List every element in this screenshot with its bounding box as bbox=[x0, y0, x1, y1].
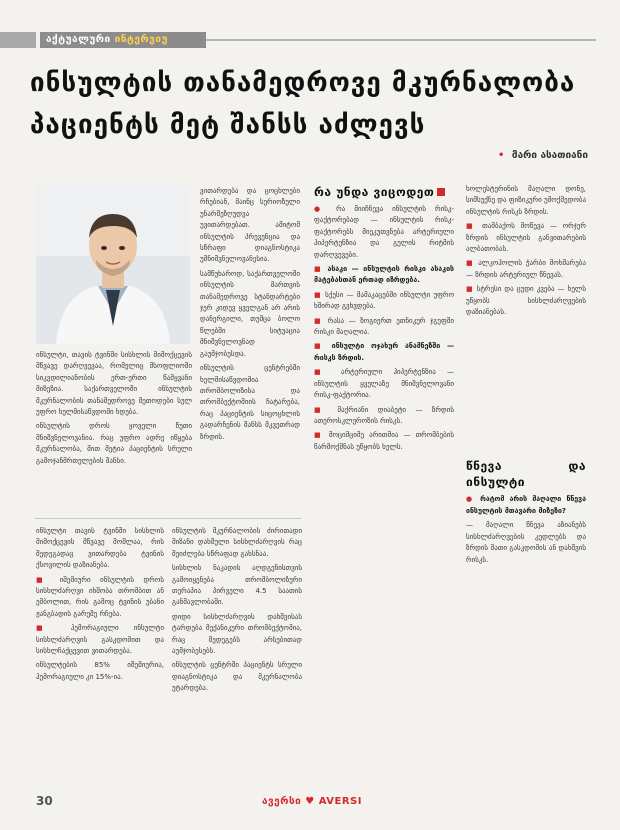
subheading-pressure bbox=[466, 458, 586, 490]
section-bar bbox=[0, 32, 36, 48]
heart-icon: ♥ bbox=[305, 796, 315, 807]
article-column-right-a bbox=[314, 184, 454, 788]
subheading-text: რა უნდა ვიცოდეთ bbox=[314, 185, 435, 199]
headline-line-2: პაციენტს მეტ შანსს აძლევს bbox=[30, 110, 426, 140]
answer: — მაღალი წნევა აზიანებს სისხლძარღვების კედლებს და ზრდის მათი გასკდომის ან დახშვის რისკს. bbox=[466, 521, 586, 564]
list-item bbox=[466, 221, 586, 255]
bullet-icon: ■ bbox=[36, 575, 60, 584]
bullet-icon: ● bbox=[466, 495, 481, 504]
author-name: მარი ასათიანი bbox=[511, 150, 588, 161]
paragraph: სამწუხაროდ, საქართველოში ინსულტის მართვის თანამედროვე სტანდარტები ჯერ კიდევ ყველგან არ არის დანერგილი, თუმცა ბოლო წლებში სიტუაცია მნიშვნელოვნად გაუმჯობესდა. bbox=[200, 269, 300, 358]
list-item bbox=[466, 258, 586, 281]
bullet-icon: ■ bbox=[36, 624, 71, 633]
paragraph: ინსულტის ცენტრში პაციენტს სრული დიაგნოსტიკა და მკურნალობა უტარდება. bbox=[172, 661, 302, 693]
list-item-text: ხოლესტერინის მაღალი დონე, სიმსუქნე და ფიზიკური უმოქმედობა ინსულტის რისკს ზრდის. bbox=[466, 185, 586, 216]
doctor-photo bbox=[36, 186, 190, 344]
paragraph: სისხლის ნაკადის აღდგენისთვის გამოიყენება თრომბოლიზური თერაპია პირველი 4.5 საათის განმავლობაში. bbox=[172, 564, 302, 607]
list-item-text: არტერიული ჰიპერტენზია — ინსულტის ყველაზე მნიშვნელოვანი რისკ-ფაქტორია. bbox=[314, 368, 454, 400]
list-item-text: რა მიიჩნევა ინსულტის რისკ-ფაქტორებად — ინსულტის რისკ-ფაქტორებს მიეკუთვნება არტერიული ჰიპერტენზია და გულის რიტმის დარღვევები. bbox=[314, 205, 454, 259]
author-byline bbox=[498, 150, 588, 161]
doctor-portrait-icon bbox=[36, 186, 190, 344]
bullet-icon: ■ bbox=[466, 259, 479, 268]
list-item-text: ასაკი — ინსულტის რისკი ასაკის მატებასთან ერთად იზრდება. bbox=[314, 265, 454, 285]
bullet-icon: ■ bbox=[314, 342, 332, 351]
column-divider bbox=[35, 518, 301, 519]
paragraph-text: იშემიური ინსულტის დროს სისხლძარღვი იხშობა თრომბით ან ემბოლით, რის გამოც ტვინის უბანი ჟანგბადის გარეშე რჩება. bbox=[36, 575, 164, 618]
bullet-icon: • bbox=[498, 150, 505, 161]
list-item bbox=[314, 341, 454, 364]
paragraph: ვითარდება და ცოცხლები რჩებიან, მაინც სერიოზული უნარშეზღუდვა უვითარდებათ. ამიტომ ინსულტის პრევენცია და სწრაფი დიაგნოსტიკა უმნიშვნელოვანესია. bbox=[200, 187, 300, 264]
list-item bbox=[314, 367, 454, 401]
section-line bbox=[206, 39, 596, 41]
list-item-text: ალკოჰოლის ჭარბი მოხმარება — ზრდის არტერიულ წნევას. bbox=[466, 259, 586, 279]
paragraph bbox=[36, 623, 164, 657]
bullet-icon: ■ bbox=[466, 222, 483, 231]
list-item-text: თამბაქოს მოწევა — ორჯერ ზრდის ინსულტის განვითარების ალბათობას. bbox=[466, 222, 586, 254]
paragraph-text: ჰემორაგიული ინსულტი სისხლძარღვის გასკდომით და სისხლჩაქცევით ვითარდება. bbox=[36, 624, 164, 656]
bullet-icon: ■ bbox=[314, 368, 342, 377]
paragraph: ინსულტი თავის ტვინში სისხლის მიმოქცევის მწვავე მოშლაა, რის შედეგადაც ვითარდება ტვინის ქსოვილის დაზიანება. bbox=[36, 527, 164, 570]
logo-geo-text: ავერსი bbox=[262, 796, 302, 807]
list-item-text: სქესი — მამაკაცებში ინსულტი უფრო ხშირად გვხვდება. bbox=[314, 290, 454, 311]
bullet-icon: ■ bbox=[314, 290, 326, 299]
question bbox=[466, 494, 586, 517]
logo-text: AVERSI bbox=[318, 796, 362, 807]
article-column-middle-bottom bbox=[172, 526, 302, 788]
list-item bbox=[466, 284, 586, 318]
paragraph: ინსულტის მკურნალობის ძირითადი მიზანი დახშული სისხლძარღვის რაც შეიძლება სწრაფად გახსნაა. bbox=[172, 527, 302, 558]
list-item bbox=[314, 264, 454, 287]
list-item bbox=[314, 430, 454, 453]
list-item-text: შაქრიანი დიაბეტი — ზრდის ათეროსკლეროზის რისკს. bbox=[314, 405, 454, 425]
list-item bbox=[314, 290, 454, 313]
bullet-icon: ● bbox=[314, 205, 337, 213]
list-item-text: რასა — ზოგიერთ ეთნიკურ ჯგუფში რისკი მაღალია. bbox=[314, 316, 454, 337]
section-tag bbox=[40, 32, 206, 48]
section-tag-main: აქტუალური bbox=[46, 34, 111, 45]
subheading bbox=[314, 184, 454, 200]
page-number: 30 bbox=[36, 794, 53, 808]
article-column-right-b bbox=[466, 184, 586, 788]
paragraph: ინსულტის დროს ყოველი წუთი მნიშვნელოვანია. რაც უფრო ადრე იწყება მკურნალობა, მით მეტია პაციენტის სრული გამოჯანმრთელების შანსი. bbox=[36, 422, 192, 465]
paragraph: ინსულტი, თავის ტვინში სისხლის მიმოქცევის მწვავე დარღვევაა, რომელიც მსოფლიოში სიკვდილიანობის ერთ-ერთი წამყვანი მიზეზია. საქართველოში ინსულტის მკურნალობის თანამედროვე მეთოდები სულ უფრო ხელმისაწვდომი ხდება. bbox=[36, 351, 192, 417]
article-column-left-bottom bbox=[36, 526, 164, 788]
question-text: რატომ არის მაღალი წნევა ინსულტის მთავარი მიზეზი? bbox=[466, 495, 586, 515]
section-header bbox=[0, 30, 620, 52]
bullet-icon: ■ bbox=[314, 405, 338, 414]
paragraph bbox=[36, 575, 164, 621]
article-column-left-top bbox=[36, 350, 192, 508]
section-tag-accent: ინტერვიუ bbox=[114, 34, 168, 45]
paragraph: დიდი სისხლძარღვის დახშვისას ტარდება მექანიკური თრომბექტომია, რაც შედეგებს არსებითად აუმჯობესებს. bbox=[172, 612, 302, 656]
list-item bbox=[466, 184, 586, 218]
list-item bbox=[314, 204, 454, 261]
red-square-icon bbox=[437, 188, 445, 196]
subheading-text: წნევა და ინსულტი bbox=[466, 459, 586, 490]
paragraph: ინსულტების 85% იშემიურია, ჰემორაგიული კი 15%-ია. bbox=[36, 661, 164, 681]
paragraph: ინსულტის ცენტრებში ხელმისაწვდომია თრომბოლიზისა და თრომბექტომიის ჩატარება, რაც პაციენტის სიცოცხლის გადარჩენის შანსს მკვეთრად ზრდის. bbox=[200, 364, 300, 441]
list-item-text: ინსულტი ოჯახურ ანამნეზში — რისკს ზრდის. bbox=[314, 342, 454, 362]
list-item-text: მოციმციმე არითმია — თრომბების წარმოქმნას უწყობს ხელს. bbox=[314, 431, 454, 451]
bullet-icon: ■ bbox=[466, 285, 477, 294]
aversi-logo bbox=[262, 796, 362, 807]
headline-line-1: ინსულტის თანამედროვე მკურნალობა bbox=[30, 68, 576, 98]
bullet-icon: ■ bbox=[314, 431, 329, 440]
list-item bbox=[314, 405, 454, 428]
bullet-icon: ■ bbox=[314, 316, 328, 325]
article-column-middle-top bbox=[200, 186, 300, 494]
list-item bbox=[314, 316, 454, 339]
article-headline bbox=[30, 62, 600, 146]
bullet-icon: ■ bbox=[314, 265, 328, 274]
list-item-text: სტრესი და ცუდი კვება — ხელს უწყობს სისხლძარღვების დაზიანებას. bbox=[466, 285, 586, 317]
